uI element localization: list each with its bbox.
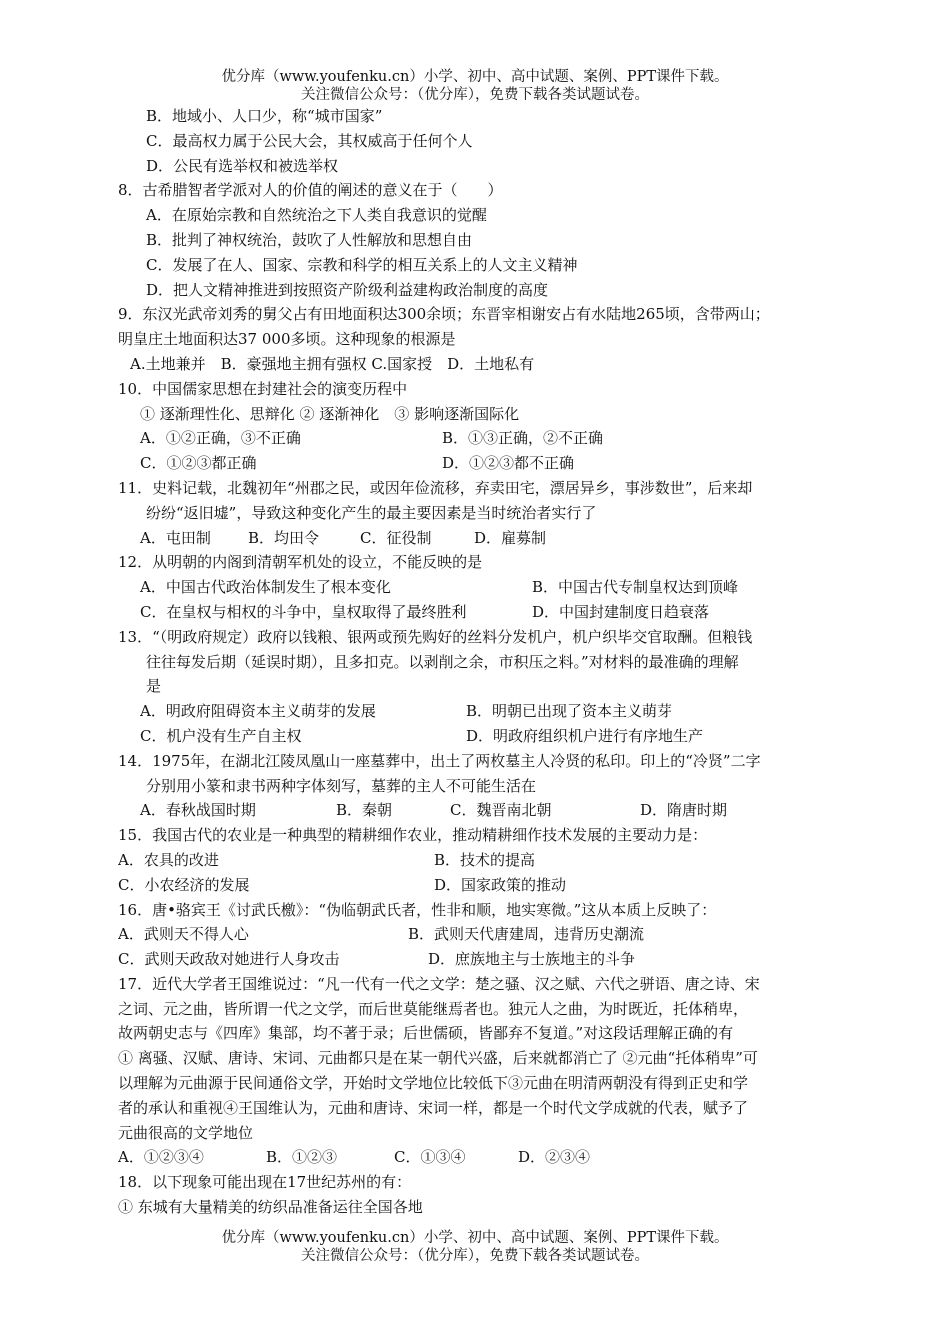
q13-option-b: B．明朝已出现了资本主义萌芽 — [466, 702, 673, 721]
q11-option-a: A．屯田制 — [140, 528, 211, 547]
q17-options — [118, 1145, 838, 1170]
q16-option-a: A．武则天不得人心 — [118, 925, 249, 944]
q8-option-d: D．把人文精神推进到按照资产阶级利益建构政治制度的高度 — [146, 280, 549, 299]
q16-option-d: D．庶族地主与士族地主的斗争 — [428, 950, 636, 969]
q12-options-row-2 — [118, 600, 838, 625]
q10-option-a: A．①②正确，③不正确 — [140, 429, 301, 448]
page-header — [0, 68, 950, 104]
q16-stem: 16．唐•骆宾王《讨武氏檄》：“伪临朝武氏者，性非和顺，地实寒微。”这从本质上反映了： — [118, 900, 717, 919]
q10-stem: 10．中国儒家思想在封建社会的演变历程中 — [118, 379, 408, 398]
q14-option-c: C．魏晋南北朝 — [450, 801, 552, 820]
q8-option-a: A．在原始宗教和自然统治之下人类自我意识的觉醒 — [146, 206, 487, 225]
q14-option-d: D．隋唐时期 — [640, 801, 728, 820]
q15-options-row-1 — [118, 848, 838, 873]
q10-option-d: D．①②③都不正确 — [442, 454, 575, 473]
q18-item-1: ① 东城有大量精美的纺织品准备运往全国各地 — [118, 1198, 423, 1217]
q17-item-1: ① 离骚、汉赋、唐诗、宋词、元曲都只是在某一朝代兴盛，后来就都消亡了 ②元曲“托体稍卑”可 — [118, 1049, 758, 1068]
q11-options — [118, 526, 838, 551]
q16-options-row-2 — [118, 947, 838, 972]
q15-option-d: D．国家政策的推动 — [434, 875, 567, 894]
q17-item-3: 者的承认和重视④王国维认为，元曲和唐诗、宋词一样，都是一个时代文学成就的代表，赋予了 — [118, 1098, 749, 1117]
footer-line-1: 优分库（www.youfenku.cn）小学、初中、高中试题、案例、PPT课件下载。 — [221, 1230, 729, 1246]
q13-stem-1: 13．“（明政府规定）政府以钱粮、银两或预先购好的丝料分发机户，机户织毕交官取酬。但粮钱 — [118, 627, 753, 646]
q8-option-b: B．批判了神权统治，鼓吹了人性解放和思想自由 — [146, 230, 473, 249]
q17-option-d: D．②③④ — [518, 1148, 591, 1167]
q15-option-a: A．农具的改进 — [118, 850, 219, 869]
q10-option-c: C．①②③都正确 — [140, 454, 257, 473]
q13-option-d: D．明政府组织机户进行有序地生产 — [466, 726, 704, 745]
q13-option-c: C．机户没有生产自主权 — [140, 726, 302, 745]
q12-options-row-1 — [118, 575, 838, 600]
q15-options-row-2 — [118, 873, 838, 898]
q7-option-c: C．最高权力属于公民大会，其权威高于任何个人 — [146, 131, 473, 150]
q10-options-row-1 — [118, 426, 838, 451]
q9-stem-1: 9．东汉光武帝刘秀的舅父占有田地面积达300余顷；东晋宰相谢安占有水陆地265顷，含带两山； — [118, 305, 770, 324]
q7-option-b: B．地域小、人口少，称“城市国家” — [146, 107, 383, 125]
q9-stem-2: 明皇庄土地面积达37 000多顷。这种现象的根源是 — [118, 330, 456, 349]
q17-stem-1: 17．近代大学者王国维说过：“凡一代有一代之文学：楚之骚、汉之赋、六代之骈语、唐之诗、宋 — [118, 974, 760, 993]
q17-stem-2: 之词、元之曲，皆所谓一代之文学，而后世莫能继焉者也。独元人之曲，为时既近，托体稍卑， — [118, 999, 749, 1018]
q17-option-b: B．①②③ — [266, 1148, 338, 1167]
q16-option-c: C．武则天政敌对她进行人身攻击 — [118, 950, 340, 969]
footer-line-2: 关注微信公众号：（优分库），免费下载各类试题试卷。 — [301, 1248, 649, 1264]
q17-stem-3: 故两朝史志与《四库》集部，均不著于录；后世儒硕，皆鄙弃不复道。”对这段话理解正确的有 — [118, 1024, 734, 1043]
q17-option-a: A．①②③④ — [118, 1148, 204, 1167]
q17-item-4: 元曲很高的文学地位 — [118, 1123, 254, 1142]
q11-option-d: D．雇募制 — [474, 528, 547, 547]
q14-options — [118, 798, 838, 823]
question-content — [118, 104, 838, 1220]
q15-stem: 15．我国古代的农业是一种典型的精耕细作农业，推动精耕细作技术发展的主要动力是： — [118, 826, 708, 845]
q11-option-c: C．征役制 — [360, 528, 432, 547]
q11-option-b: B．均田令 — [248, 528, 320, 547]
q14-stem-2: 分别用小篆和隶书两种字体刻写，墓葬的主人不可能生活在 — [146, 776, 537, 795]
q17-option-c: C．①③④ — [394, 1148, 466, 1167]
q8-option-c: C．发展了在人、国家、宗教和科学的相互关系上的人文主义精神 — [146, 255, 578, 274]
q12-option-a: A．中国古代政治体制发生了根本变化 — [140, 578, 391, 597]
q16-options-row-1 — [118, 922, 838, 947]
q14-option-a: A．春秋战国时期 — [140, 801, 256, 820]
q13-options-row-2 — [118, 724, 838, 749]
q18-stem: 18．以下现象可能出现在17世纪苏州的有： — [118, 1173, 412, 1192]
q7-option-d: D．公民有选举权和被选举权 — [146, 156, 339, 175]
q13-stem-2: 往往每发后期（延误时期），且多扣克。以剥削之余，市积压之料。”对材料的最准确的理解 — [146, 652, 739, 671]
q12-option-b: B．中国古代专制皇权达到顶峰 — [532, 578, 739, 597]
header-line-1: 优分库（www.youfenku.cn）小学、初中、高中试题、案例、PPT课件下载。 — [221, 69, 729, 85]
q11-stem-2: 纷纷“返旧墟”，导致这种变化产生的最主要因素是当时统治者实行了 — [146, 503, 597, 522]
q9-options: A.土地兼并 B．豪强地主拥有强权 C.国家授 D．土地私有 — [130, 354, 535, 373]
q8-stem: 8．古希腊智者学派对人的价值的阐述的意义在于（ ） — [118, 181, 503, 200]
q12-option-d: D．中国封建制度日趋衰落 — [532, 602, 710, 621]
header-line-2: 关注微信公众号：（优分库），免费下载各类试题试卷。 — [301, 87, 649, 103]
q12-stem: 12．从明朝的内阁到清朝军机处的设立，不能反映的是 — [118, 553, 483, 572]
q13-option-a: A．明政府阻碍资本主义萌芽的发展 — [140, 702, 376, 721]
q14-option-b: B．秦朝 — [336, 801, 393, 820]
q16-option-b: B．武则天代唐建周，违背历史潮流 — [408, 925, 645, 944]
q14-stem-1: 14．1975年，在湖北江陵凤凰山一座墓葬中，出土了两枚墓主人冷贤的私印。印上的“冷贤”二字 — [118, 751, 761, 770]
q12-option-c: C．在皇权与相权的斗争中，皇权取得了最终胜利 — [140, 602, 467, 621]
q13-options-row-1 — [118, 699, 838, 724]
q10-options-row-2 — [118, 451, 838, 476]
page-footer — [0, 1229, 950, 1265]
q15-option-b: B．技术的提高 — [434, 850, 536, 869]
q17-item-2: 以理解为元曲源于民间通俗文学，开始时文学地位比较低下③元曲在明清两朝没有得到正史和学 — [118, 1074, 749, 1093]
q15-option-c: C．小农经济的发展 — [118, 875, 250, 894]
q11-stem-1: 11．史料记载，北魏初年“州郡之民，或因年俭流移，弃卖田宅，漂居异乡，事涉数世”，后来却 — [118, 478, 753, 497]
q13-stem-3: 是 — [146, 677, 162, 696]
q10-items: ① 逐渐理性化、思辩化 ② 逐渐神化 ③ 影响逐渐国际化 — [140, 404, 520, 423]
q10-option-b: B．①③正确，②不正确 — [442, 429, 604, 448]
